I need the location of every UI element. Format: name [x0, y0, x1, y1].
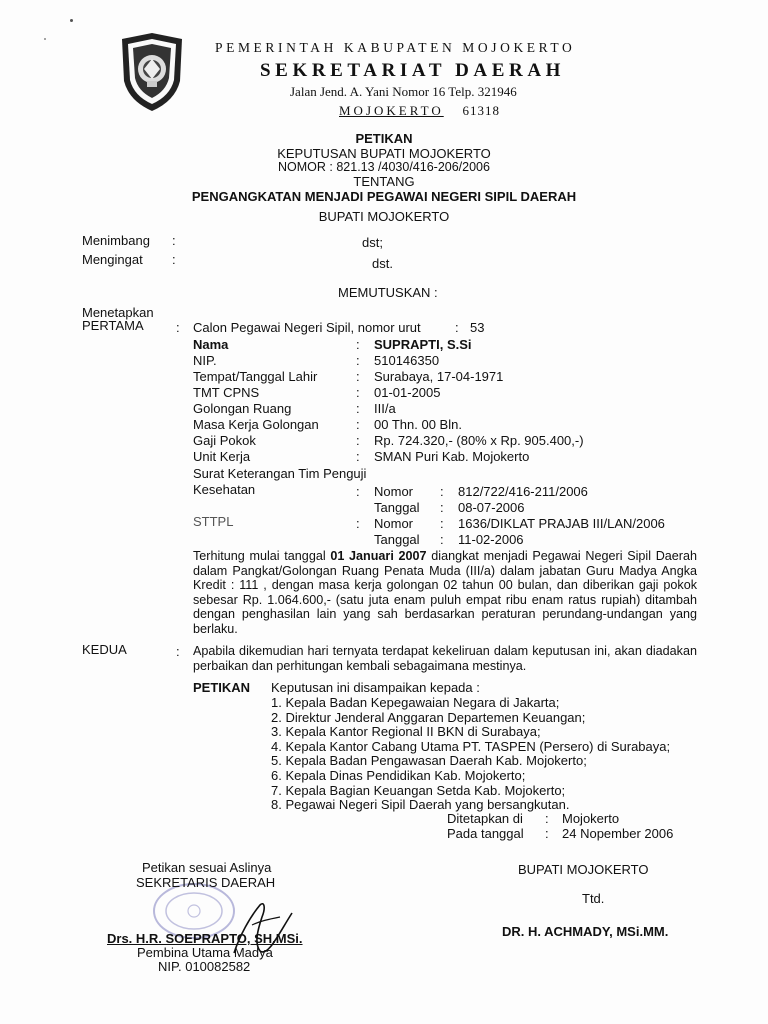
distribution-item: 7. Kepala Bagian Keuangan Setda Kab. Mojokerto;: [271, 782, 566, 798]
doc-keputusan: KEPUTUSAN BUPATI MOJOKERTO: [277, 146, 491, 161]
header-secretariat: SEKRETARIAT DAERAH: [260, 60, 566, 81]
kesehatan-tanggal-label: Tanggal: [374, 500, 420, 515]
kesehatan-label: Kesehatan: [193, 482, 256, 497]
colon: :: [545, 826, 549, 841]
field-label: NIP.: [193, 353, 217, 368]
field-label: Gaji Pokok: [193, 433, 256, 448]
issued-place: Mojokerto: [562, 811, 620, 826]
surat-label: Surat Keterangan Tim Penguji: [193, 466, 367, 481]
pertama-intro: Calon Pegawai Negeri Sipil, nomor urut: [193, 320, 421, 335]
distribution-item: 1. Kepala Badan Kepegawaian Negara di Jakarta;: [271, 695, 560, 710]
sttpl-nomor: 1636/DIKLAT PRAJAB III/LAN/2006: [458, 516, 665, 531]
menimbang-label: Menimbang: [82, 233, 150, 248]
memutuskan: MEMUTUSKAN :: [338, 285, 438, 300]
distribution-item: 5. Kepala Badan Pengawasan Daerah Kab. Mojokerto;: [271, 753, 587, 769]
colon: :: [356, 433, 360, 448]
doc-tentang: TENTANG: [353, 174, 415, 189]
speck: [44, 38, 46, 40]
colon: :: [440, 516, 444, 531]
colon: :: [356, 353, 360, 368]
distribution-label: PETIKAN: [193, 680, 251, 695]
colon: :: [172, 233, 176, 248]
issued-date: 24 Nopember 2006: [562, 826, 674, 841]
mengingat-label: Mengingat: [82, 252, 143, 267]
field-value: 510146350: [374, 353, 440, 368]
para-rest: diangkat menjadi Pegawai Negeri Sipil Daerah dalam Pangkat/Golongan Ruang Penata Muda (III/a) dalam jabatan Guru Madya Angka Kredit : 111 , dengan masa kerja golongan 02 tahun 00 bulan, dan diberikan gaji pokok sebesar Rp. 1.064.600,- (satu juta enam puluh empat ribu enam ratus rupiah) ditambah dengan penghasilan lain yang sah berdasarkan peraturan perundang-undangan yang berlaku.: [193, 549, 697, 636]
distribution-item: 6. Kepala Dinas Pendidikan Kab. Mojokerto;: [271, 768, 526, 783]
sttpl-nomor-label: Nomor: [374, 516, 414, 531]
field-value: Rp. 724.320,- (80% x Rp. 905.400,-): [374, 433, 584, 448]
doc-subject: PENGANGKATAN MENJADI PEGAWAI NEGERI SIPIL DAERAH: [191, 189, 577, 204]
colon: :: [176, 320, 180, 335]
issued-place-label: Ditetapkan di: [447, 811, 523, 826]
field-label: Tempat/Tanggal Lahir: [193, 369, 318, 384]
field-value: III/a: [374, 401, 396, 416]
issued-date-label: Pada tanggal: [447, 826, 524, 841]
kesehatan-tanggal: 08-07-2006: [458, 500, 525, 515]
colon: :: [440, 532, 444, 547]
right-sign-name: DR. H. ACHMADY, MSi.MM.: [502, 924, 669, 939]
field-value: 00 Thn. 00 Bln.: [374, 417, 462, 432]
para-date: 01 Januari 2007: [330, 549, 427, 563]
field-value: Surabaya, 17-04-1971: [374, 369, 504, 384]
left-sign-name: Drs. H.R. SOEPRAPTO, SH.MSi.: [107, 931, 303, 946]
para-start: Terhitung mulai tanggal: [193, 549, 326, 563]
colon: :: [356, 337, 360, 352]
field-label: TMT CPNS: [193, 385, 260, 400]
appointment-paragraph: [193, 549, 697, 637]
colon: :: [440, 500, 444, 515]
left-sign-rank: Pembina Utama Madya: [137, 945, 273, 960]
distribution-item: 2. Direktur Jenderal Anggaran Departemen Keuangan;: [271, 709, 586, 725]
colon: :: [356, 401, 360, 416]
menimbang-value: dst;: [362, 235, 383, 250]
regency-emblem-icon: [117, 31, 187, 113]
distribution-item: 8. Pegawai Negeri Sipil Daerah yang bersangkutan.: [271, 797, 570, 813]
doc-bupati: BUPATI MOJOKERTO: [318, 209, 450, 224]
kedua-text: Apabila dikemudian hari ternyata terdapat kekeliruan dalam keputusan ini, akan diadakan perbaikan dan perhitungan kembali sebagaimana mestinya.: [193, 644, 697, 673]
kedua-label: KEDUA: [82, 642, 127, 657]
field-label: Unit Kerja: [193, 449, 251, 464]
sttpl-label: STTPL: [193, 514, 234, 529]
colon: :: [356, 417, 360, 432]
colon: :: [356, 449, 360, 464]
field-label: Masa Kerja Golongan: [193, 417, 319, 432]
pertama-label: PERTAMA: [82, 318, 144, 333]
right-sign-ttd: Ttd.: [582, 891, 605, 906]
colon: :: [356, 369, 360, 384]
colon: :: [455, 320, 459, 335]
header-postal: 61318: [462, 103, 500, 118]
field-value: SMAN Puri Kab. Mojokerto: [374, 449, 530, 464]
sttpl-tanggal-label: Tanggal: [374, 532, 420, 547]
right-sign-title: BUPATI MOJOKERTO: [518, 862, 649, 877]
colon: :: [545, 811, 549, 826]
field-label: Golongan Ruang: [193, 401, 292, 416]
kesehatan-nomor: 812/722/416-211/2006: [458, 484, 588, 499]
header-government: PEMERINTAH KABUPATEN MOJOKERTO: [215, 40, 576, 55]
header-city-name: MOJOKERTO: [339, 103, 444, 118]
field-label: Nama: [193, 337, 229, 352]
field-value: SUPRAPTI, S.Si: [374, 337, 472, 352]
distribution-intro: Keputusan ini disampaikan kepada :: [271, 680, 480, 695]
colon: :: [356, 484, 360, 499]
left-sign-line1: Petikan sesuai Aslinya: [142, 860, 272, 875]
colon: :: [176, 644, 180, 659]
field-value: 01-01-2005: [374, 385, 441, 400]
doc-type: PETIKAN: [355, 131, 413, 146]
colon: :: [172, 252, 176, 267]
kesehatan-nomor-label: Nomor: [374, 484, 414, 499]
header-address: Jalan Jend. A. Yani Nomor 16 Telp. 321946: [290, 84, 517, 99]
colon: :: [356, 516, 360, 531]
colon: :: [440, 484, 444, 499]
doc-nomor: NOMOR : 821.13 /4030/416-206/2006: [278, 160, 490, 174]
sttpl-tanggal: 11-02-2006: [458, 532, 524, 547]
distribution-item: 3. Kepala Kantor Regional II BKN di Surabaya;: [271, 724, 541, 740]
mengingat-value: dst.: [372, 256, 393, 271]
colon: :: [356, 385, 360, 400]
left-sign-nip: NIP. 010082582: [158, 959, 251, 974]
nomor-urut: 53: [470, 320, 485, 335]
speck: [70, 19, 73, 22]
header-city: [339, 103, 500, 119]
distribution-item: 4. Kepala Kantor Cabang Utama PT. TASPEN (Persero) di Surabaya;: [271, 738, 671, 754]
menetapkan: Menetapkan: [82, 305, 154, 320]
left-sign-line2: SEKRETARIS DAERAH: [136, 875, 276, 890]
